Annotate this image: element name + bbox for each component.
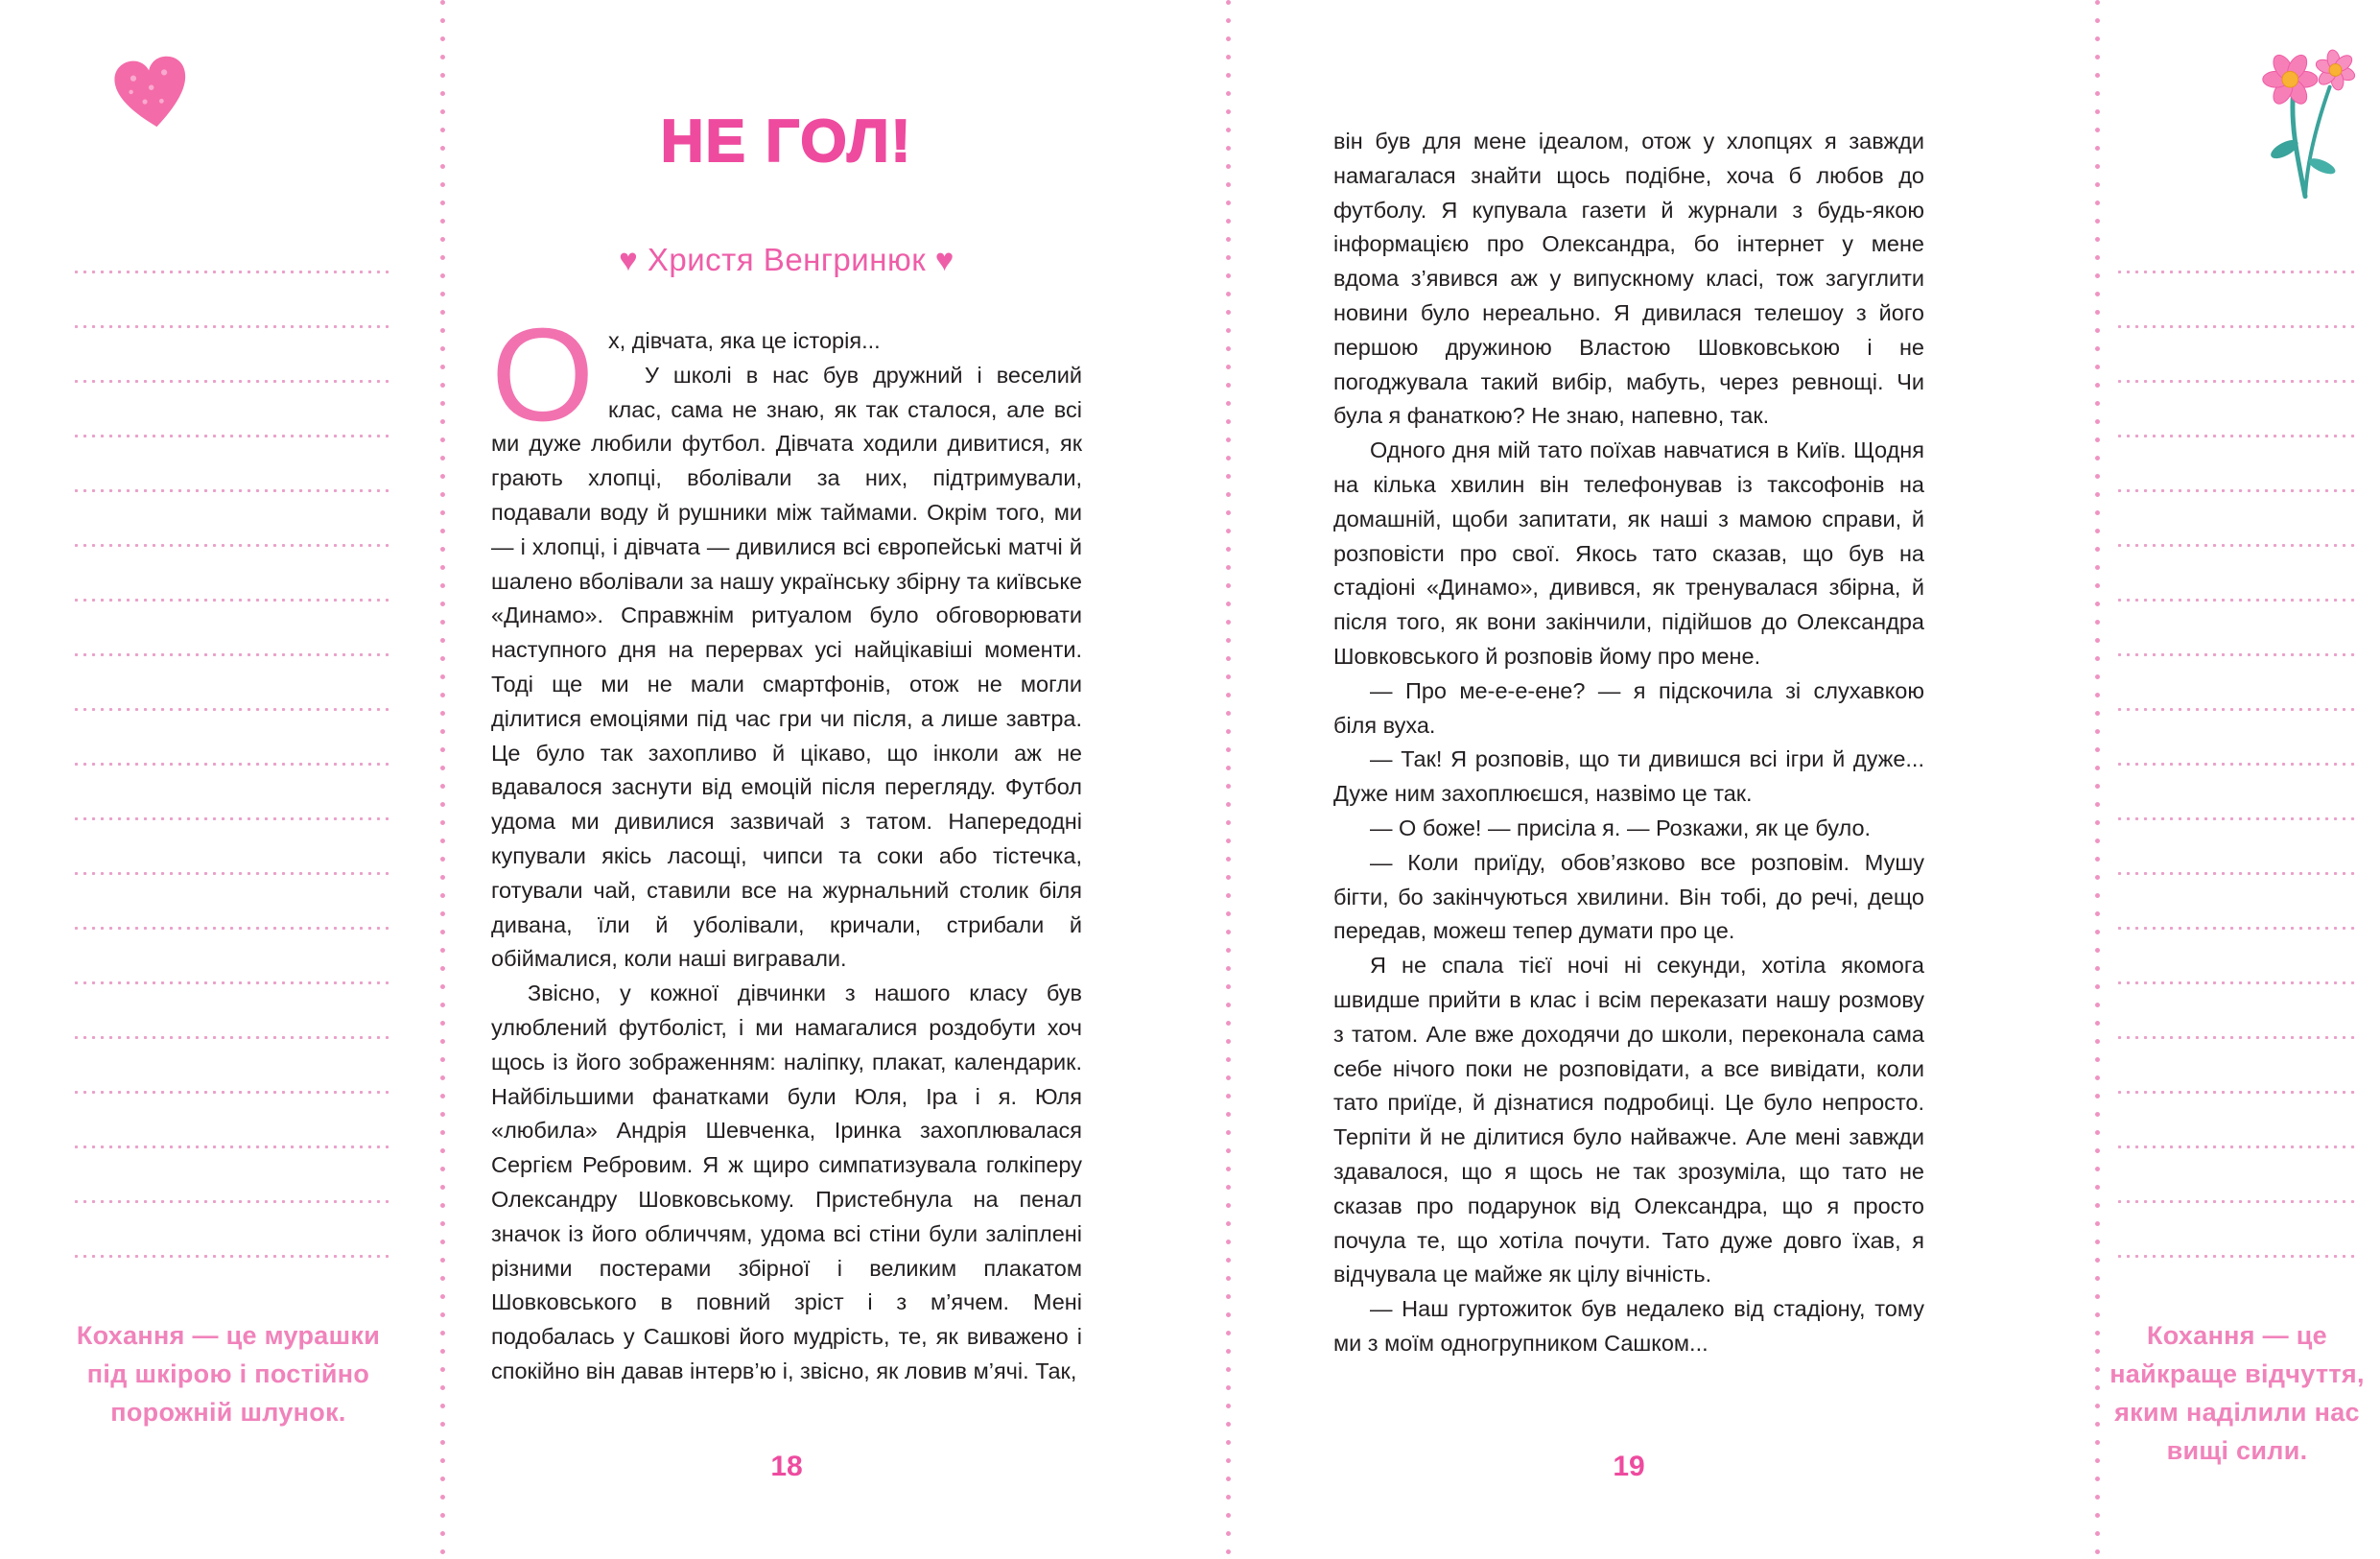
ruled-line <box>2118 817 2360 820</box>
ruled-line <box>75 653 389 656</box>
ruled-lines-right <box>2118 271 2360 1310</box>
ruled-line <box>2118 1200 2360 1203</box>
story-title: НЕ ГОЛ! <box>660 108 913 175</box>
ruled-line <box>75 872 389 875</box>
margin-quote-right: Кохання — це найкраще відчуття, яким наділили нас вищі сили. <box>2109 1321 2365 1465</box>
page-separator-right <box>2095 0 2100 1559</box>
paragraph: — Коли приїду, обов’язково все розповім. Мушу бігти, бо закінчуються хвилини. Він тобі, до речі, дещо передав, можеш тепер думати про це. <box>1333 849 1924 944</box>
ruled-line <box>2118 489 2360 492</box>
paragraph: — Наш гуртожиток був недалеко від стадіону, тому ми з моїм одногрупником Сашком... <box>1333 1296 1924 1356</box>
heart-icon <box>106 47 200 145</box>
ruled-line <box>2118 435 2360 437</box>
ruled-line <box>75 763 389 766</box>
ruled-line <box>75 927 389 930</box>
ruled-line <box>75 1091 389 1094</box>
paragraph: Одного дня мій тато поїхав навчатися в Київ. Щодня на кілька хвилин він телефонував із таксофонів на домашній, щоби запитати, як наші з мамою справи, й розповісти про свої. Якось тато сказав, що був на стадіоні «Динамо», дивився, як тренувалася збірна, й після того, як вони закінчили, підійшов до Олександра Шовковського й розповів йому про мене. <box>1333 437 1924 669</box>
ruled-line <box>75 817 389 820</box>
paragraph: Я не спала тієї ночі ні секунди, хотіла якомога швидше прийти в клас і всім переказати нашу розмову з татом. Але вже доходячи до школи, переконала сама себе нічого поки не розповідати, а все вивідати, коли тато приїде, й дізнатися подробиці. Це було непросто. Терпіти й не ділитися було найважче. Але мені завжди здавалося, що я щось не так зрозуміла, що тато не сказав про подарунок від Олександра, що я просто почула те, що хотіла почути. Тато дуже довго їхав, я відчувала це майже як цілу вічність. <box>1333 953 1924 1287</box>
ruled-line <box>75 325 389 328</box>
ruled-line <box>2118 544 2360 547</box>
left-page <box>491 0 1082 1559</box>
ruled-line <box>2118 653 2360 656</box>
ruled-line <box>2118 763 2360 766</box>
ruled-line <box>75 489 389 492</box>
story-author: ♥ Христя Венгринюк ♥ <box>619 242 954 277</box>
ruled-line <box>2118 981 2360 984</box>
ruled-line <box>2118 599 2360 602</box>
paragraph: він був для мене ідеалом, отож у хлопцях я завжди намагалася знайти щось подібне, хоча б любов до футболу. Я купувала газети й журнали з будь-якою інформацією про Олександра, бо інтернет у мене вдома з’явився аж у випускному класі, тож загуглити новини було нереально. Я дивилася телешоу з його першою дружиною Властою Шовковською і не погоджувала такий вибір, мабуть, через ревнощі. Чи була я фанаткою? Не знаю, напевно, так. <box>1333 129 1924 429</box>
ruled-line <box>2118 708 2360 711</box>
ruled-line <box>2118 1255 2360 1258</box>
page-separator-left <box>440 0 445 1559</box>
ruled-line <box>2118 1036 2360 1039</box>
ruled-line <box>75 981 389 984</box>
dropcap-letter: О <box>491 301 595 449</box>
ruled-line <box>2118 325 2360 328</box>
paragraph: — Про ме-е-е-ене? — я підскочила зі слухавкою біля вуха. <box>1333 677 1924 738</box>
paragraph: — Так! Я розповів, що ти дивишся всі ігри й дуже... Дуже ним захоплюєшся, назвімо це так. <box>1333 746 1924 807</box>
ruled-line <box>75 1036 389 1039</box>
ruled-line <box>75 708 389 711</box>
ruled-line <box>2118 1146 2360 1148</box>
ruled-line <box>2118 271 2360 273</box>
body-text-left <box>491 301 1082 1389</box>
ruled-line <box>75 1200 389 1203</box>
ruled-line <box>2118 380 2360 383</box>
ruled-lines-left <box>75 271 389 1310</box>
paragraph: Звісно, у кожної дівчинки з нашого класу був улюблений футболіст, і ми намагалися роздобути хоч щось із його зображенням: наліпку, плакат, календарик. Найбільшими фанатками були Юля, Іра і я. Юля «любила» Андрія Шевченка, Іринка захоплювалася Сергієм Ребровим. Я ж щиро симпатизувала голкіперу Олександру Шовковському. Пристебнула на пенал значок із його обличчям, удома всі стіни були заліплені різними постерами збірної і великим плакатом Шовковського в повний зріст і з м’ячем. Мені подобалась у Сашкові його мудрість, те, як виважено і спокійно він давав інтерв’ю і, звісно, як ловив м’ячі. Так, <box>491 980 1082 1383</box>
ruled-line <box>75 599 389 602</box>
page-number-left: 18 <box>770 1451 803 1482</box>
ruled-line <box>75 435 389 437</box>
right-page <box>1333 0 1924 1559</box>
page-number-right: 19 <box>1613 1451 1645 1482</box>
page-separator-center <box>1226 0 1231 1559</box>
ruled-line <box>75 544 389 547</box>
flower-icon <box>2250 43 2364 209</box>
ruled-line <box>75 271 389 273</box>
body-text-right <box>1333 125 1924 1361</box>
margin-quote-left: Кохання — це мурашки під шкірою і постійно порожній шлунок. <box>76 1321 381 1427</box>
paragraph: х, дівчата, яка це історія... <box>608 328 881 353</box>
ruled-line <box>2118 927 2360 930</box>
ruled-line <box>75 1146 389 1148</box>
ruled-line <box>75 380 389 383</box>
ruled-line <box>2118 1091 2360 1094</box>
ruled-line <box>2118 872 2360 875</box>
paragraph: — О боже! — присіла я. — Розкажи, як це було. <box>1370 815 1872 840</box>
ruled-line <box>75 1255 389 1258</box>
paragraph: У школі в нас був дружний і веселий клас, сама не знаю, як так сталося, але всі ми дуже любили футбол. Дівчата ходили дивитися, як грають хлопці, вболівали за них, підтримували, подавали воду й рушники між таймами. Окрім того, ми — і хлопці, і дівчата — дивилися всі європейські матчі й шалено вболівали за нашу українську збірну та київське «Динамо». Справжнім ритуалом було обговорювати наступного дня на перервах усі найцікавіші моменти. Тоді ще ми не мали смартфонів, отож не могли ділитися емоціями під час гри чи після, а лише завтра. Це було так захопливо й цікаво, що інколи аж не вдавалося заснути від емоцій після перегляду. Футбол удома ми дивилися зазвичай з татом. Напередодні купували якісь ласощі, чипси та соки або тістечка, готували чай, ставили все на журнальний столик біля дивана, їли й уболівали, кричали, стрибали й обіймалися, коли наші вигравали. <box>491 362 1082 972</box>
